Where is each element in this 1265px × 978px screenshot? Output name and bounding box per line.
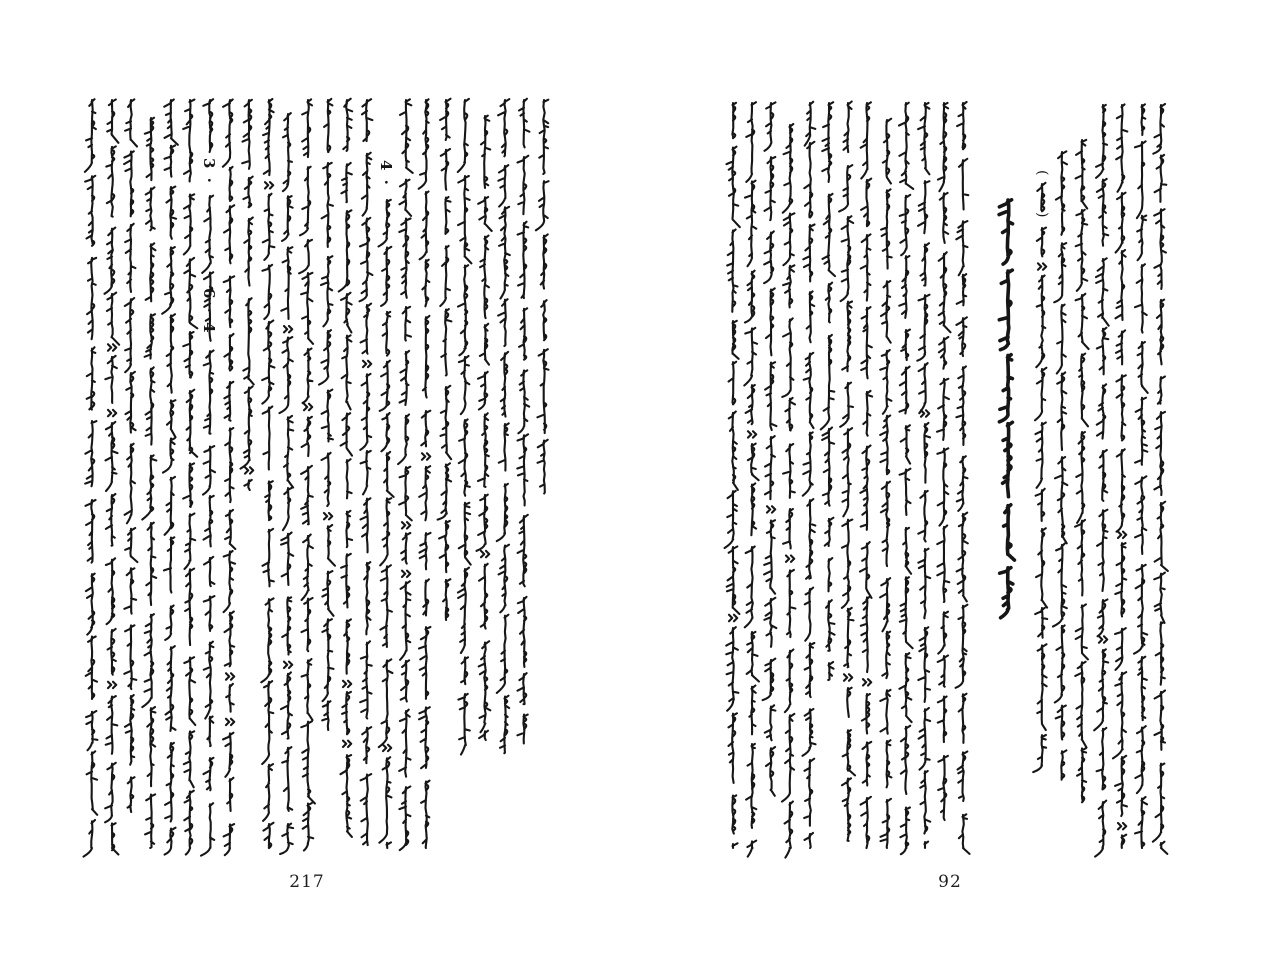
inline-numeral-4: 4 · — [377, 160, 395, 187]
text-column — [937, 103, 951, 820]
text-column — [105, 100, 120, 855]
text-column — [860, 102, 872, 848]
text-column — [744, 102, 759, 856]
text-column — [339, 99, 353, 837]
inline-numeral-3: 3 · — [200, 158, 218, 185]
page-right — [725, 88, 1175, 892]
text-column — [1037, 183, 1045, 212]
text-column — [956, 102, 970, 854]
text-column — [142, 118, 156, 848]
text-column — [299, 99, 315, 850]
text-column — [782, 124, 795, 858]
page-number-left: 217 — [289, 872, 325, 892]
text-column — [1113, 104, 1127, 848]
text-column — [360, 99, 373, 845]
text-column — [280, 113, 294, 854]
text-column — [497, 99, 510, 753]
text-column — [1053, 151, 1067, 779]
mongolian-text-columns-right — [725, 88, 1185, 888]
text-column — [880, 119, 892, 848]
page-number-right: 92 — [938, 872, 962, 892]
text-column — [183, 100, 197, 855]
text-column — [763, 102, 777, 795]
text-column — [517, 99, 529, 744]
text-column — [201, 99, 215, 856]
text-column — [917, 103, 930, 848]
text-column — [536, 100, 549, 494]
mongolian-text-columns-left — [80, 88, 580, 888]
text-column — [223, 100, 235, 856]
text-column — [803, 102, 816, 848]
text-column — [1075, 140, 1089, 802]
text-column — [821, 102, 835, 680]
text-column — [319, 99, 335, 730]
text-column — [1134, 104, 1148, 848]
text-column — [458, 99, 472, 755]
subheading-paren-close: ) — [1034, 212, 1050, 218]
inline-numeral-6-4: 6 · 4 — [200, 288, 218, 335]
subheading-paren-open: ( — [1034, 170, 1050, 176]
text-column — [162, 100, 178, 855]
text-column — [1094, 105, 1109, 857]
text-column — [398, 99, 413, 850]
text-column — [241, 100, 254, 490]
text-column — [379, 200, 394, 848]
section-heading-column — [999, 200, 1014, 618]
text-column — [477, 116, 492, 740]
text-column — [839, 102, 855, 841]
page-left — [80, 88, 534, 892]
text-column — [1033, 228, 1047, 773]
text-column — [725, 103, 740, 848]
text-column — [84, 99, 98, 856]
text-column — [261, 99, 274, 848]
text-column — [124, 99, 137, 812]
text-column — [419, 99, 431, 848]
text-column — [438, 99, 452, 620]
text-column — [899, 103, 913, 855]
text-column — [1153, 104, 1168, 854]
